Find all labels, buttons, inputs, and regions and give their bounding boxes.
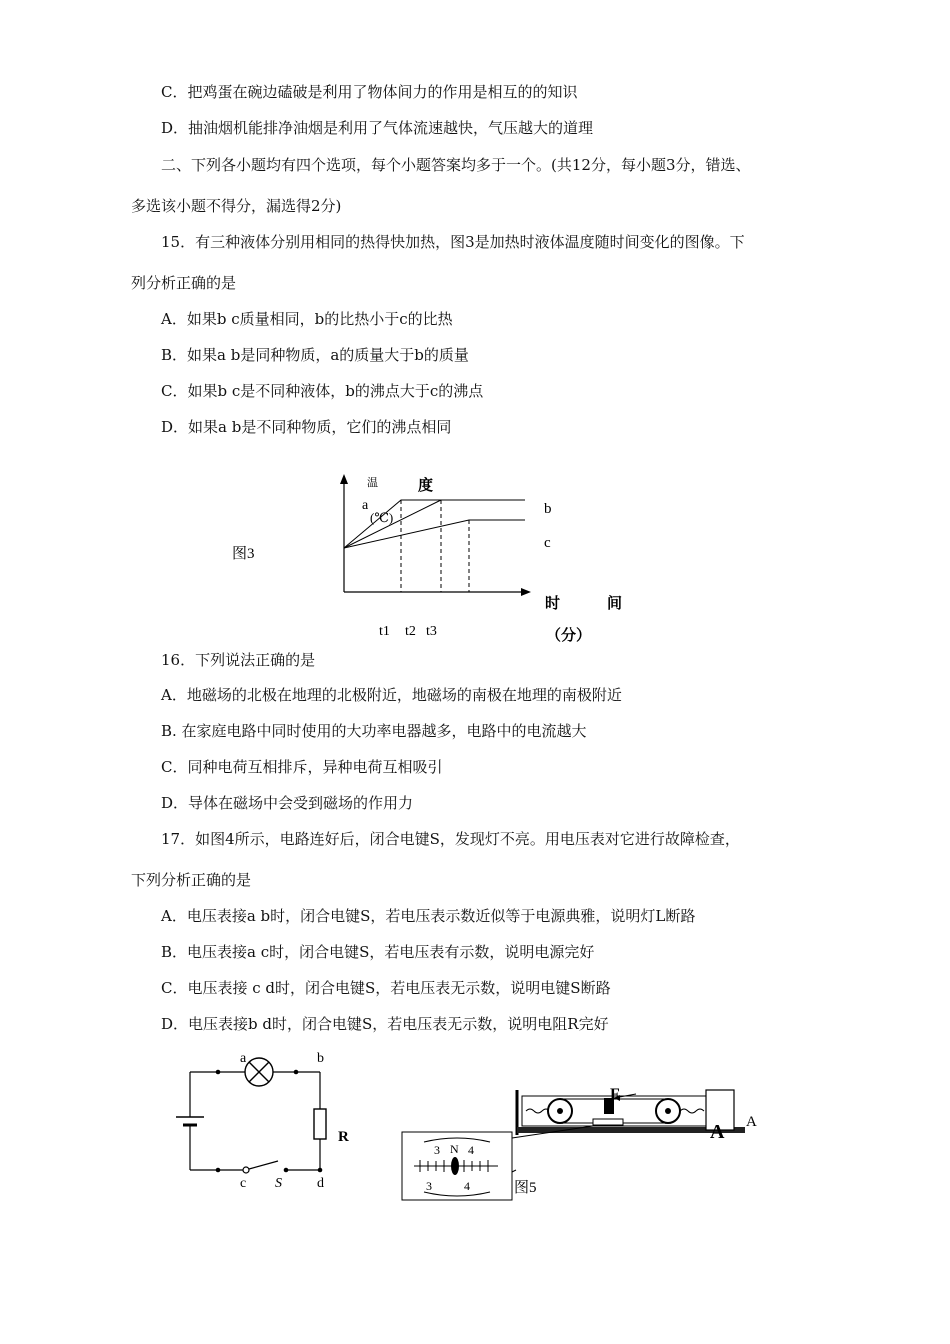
section2-heading-cont: 多选该小题不得分，漏选得2分) [131, 197, 342, 215]
scale-number-4-top: 4 [468, 1143, 474, 1157]
q17-option-b: B．电压表接a c时，闭合电键S，若电压表有示数，说明电源完好 [161, 943, 595, 961]
side-label-a: A [746, 1114, 757, 1130]
q14-option-d: D．抽油烟机能排净油烟是利用了气体流速越快，气压越大的道理 [161, 119, 594, 137]
resistor-icon [314, 1109, 326, 1139]
curve-label-a: a [362, 498, 369, 513]
y-axis-unit: (℃) [370, 510, 394, 525]
force-label-f: F [610, 1086, 620, 1103]
q14-option-c: C．把鸡蛋在碗边磕破是利用了物体间力的作用是相互的的知识 [161, 83, 578, 101]
q16-stem: 16．下列说法正确的是 [161, 651, 316, 669]
resistor-label-r: R [338, 1129, 349, 1145]
y-axis-label: 度 [418, 478, 434, 494]
q15-option-b: B．如果a b是同种物质，a的质量大于b的质量 [161, 346, 469, 364]
x-axis-unit: （分） [546, 628, 592, 644]
q16-option-b: B. 在家庭电路中同时使用的大功率电器越多，电路中的电流越大 [161, 722, 587, 740]
lamp-icon [245, 1058, 273, 1086]
q17-option-c: C．电压表接 c d时，闭合电键S，若电压表无示数，说明电键S断路 [161, 979, 611, 997]
tick-t3: t3 [426, 624, 437, 639]
node-label-a: a [240, 1051, 247, 1066]
figure-3-graph [225, 468, 635, 648]
figure-3-caption: 图3 [232, 546, 255, 562]
section2-heading: 二、下列各小题均有四个选项，每个小题答案均多于一个。(共12分，每小题3分，错选、 [161, 156, 751, 174]
switch-icon [243, 1167, 249, 1173]
q15-option-d: D．如果a b是不同种物质，它们的沸点相同 [161, 418, 452, 436]
figure-5-caption: 图5 [514, 1180, 537, 1196]
curve-label-b: b [544, 501, 552, 517]
curve-label-c: c [544, 535, 551, 551]
figure-5-apparatus [398, 1080, 793, 1205]
q17-option-a: A．电压表接a b时，闭合电键S，若电压表示数近似等于电源典雅，说明灯L断路 [161, 907, 696, 925]
q15-stem-cont: 列分析正确的是 [131, 274, 237, 292]
tick-t1: t1 [379, 624, 390, 639]
node-label-b: b [317, 1051, 324, 1066]
figure-4-circuit [160, 1045, 370, 1195]
q16-option-c: C．同种电荷互相排斥，异种电荷互相吸引 [161, 758, 443, 776]
q17-stem-cont: 下列分析正确的是 [131, 871, 252, 889]
q16-option-a: A．地磁场的北极在地理的北极附近，地磁场的南极在地理的南极附近 [161, 686, 622, 704]
q17-option-d: D．电压表接b d时，闭合电键S，若电压表无示数，说明电阻R完好 [161, 1015, 609, 1033]
scale-number-3-top: 3 [434, 1143, 440, 1157]
q15-option-c: C．如果b c是不同种液体，b的沸点大于c的沸点 [161, 382, 484, 400]
switch-label-s: S [275, 1176, 282, 1191]
node-label-c: c [240, 1176, 247, 1191]
block-label-a: A [710, 1121, 725, 1143]
tick-t2: t2 [405, 624, 416, 639]
scale-label-n: N [450, 1142, 459, 1156]
q15-stem: 15．有三种液体分别用相同的热得快加热，图3是加热时液体温度随时间变化的图像。下 [161, 233, 745, 251]
node-label-d: d [317, 1176, 324, 1191]
x-axis-label-1: 时 [545, 596, 561, 612]
q17-stem: 17．如图4所示，电路连好后，闭合电键S，发现灯不亮。用电压表对它进行故障检查， [161, 830, 740, 848]
q16-option-d: D．导体在磁场中会受到磁场的作用力 [161, 794, 414, 812]
y-axis-label-top: 温 [367, 477, 378, 489]
q15-option-a: A．如果b c质量相同，b的比热小于c的比热 [161, 310, 453, 328]
scale-number-4-bottom: 4 [464, 1179, 470, 1193]
x-axis-label-2: 间 [607, 596, 623, 612]
scale-number-3-bottom: 3 [426, 1179, 432, 1193]
